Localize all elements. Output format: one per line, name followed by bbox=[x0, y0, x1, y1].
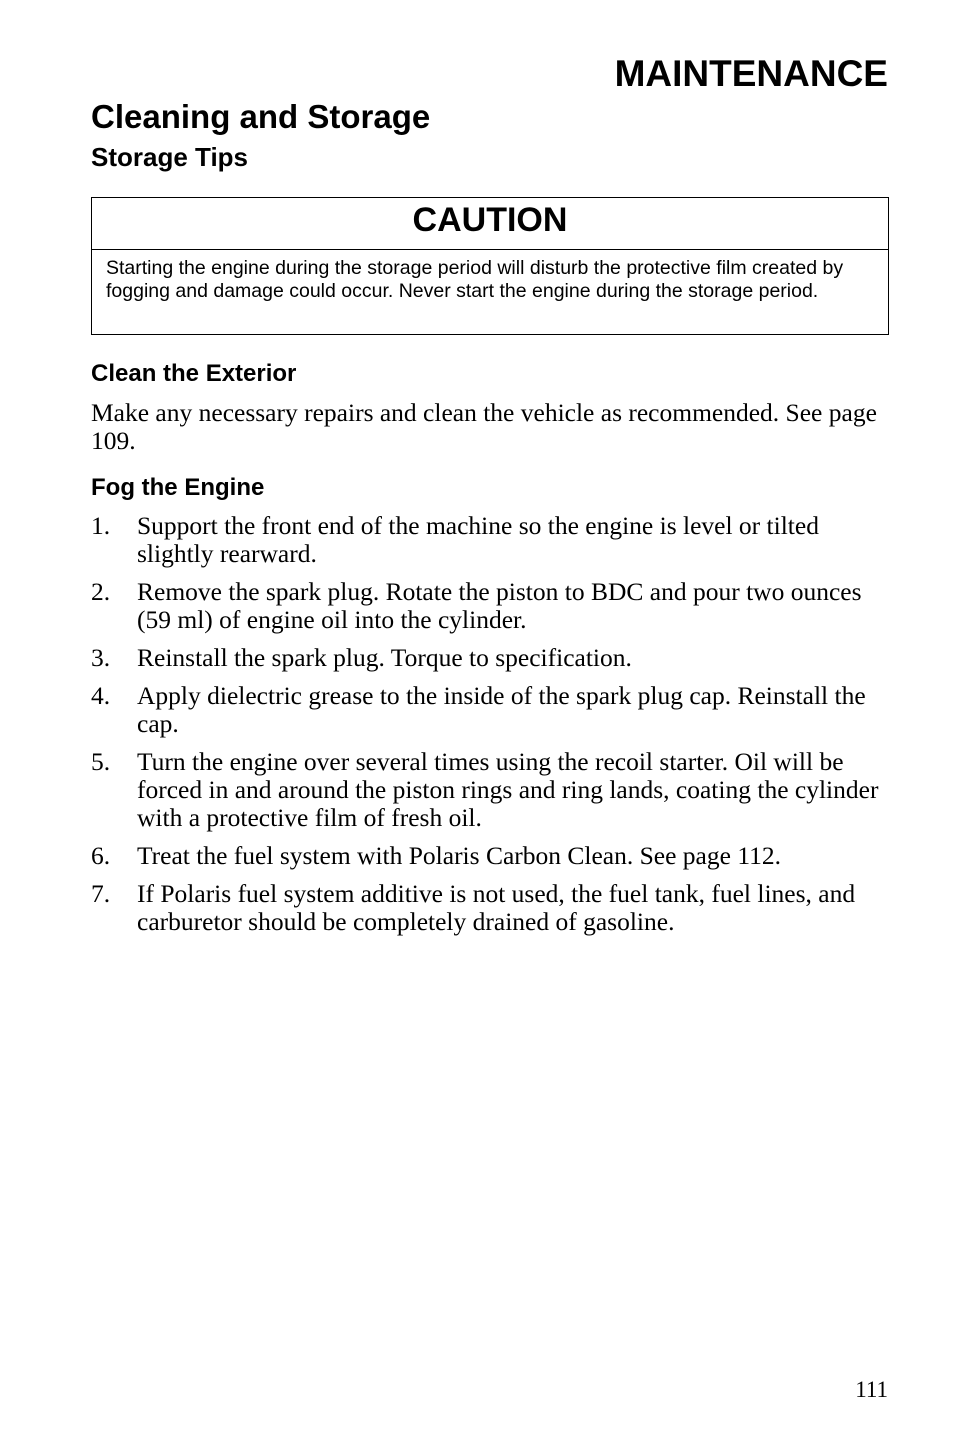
clean-exterior-text: Make any necessary repairs and clean the vehicle as recommended. See page 109. bbox=[91, 398, 877, 455]
step-text: Turn the engine over several times using the recoil starter. Oil will be forced in and around the piston rings and ring lands, coating the cylinder with a protective film of fresh oil. bbox=[137, 747, 879, 832]
page-number: 111 bbox=[855, 1377, 888, 1402]
step-text: Apply dielectric grease to the inside of the spark plug cap. Reinstall the cap. bbox=[137, 681, 866, 738]
step-number: 2. bbox=[91, 577, 111, 606]
step-text: Treat the fuel system with Polaris Carbon Clean. See page 112. bbox=[137, 841, 781, 870]
step-number: 4. bbox=[91, 681, 111, 710]
caution-title: CAUTION bbox=[92, 198, 888, 250]
caution-box bbox=[91, 197, 889, 335]
step-number: 6. bbox=[91, 841, 111, 870]
step-item bbox=[91, 682, 891, 738]
step-item bbox=[91, 578, 891, 634]
section-title: Cleaning and Storage bbox=[91, 98, 431, 135]
step-number: 7. bbox=[91, 879, 111, 908]
step-number: 1. bbox=[91, 511, 111, 540]
step-text: If Polaris fuel system additive is not used, the fuel tank, fuel lines, and carburetor should be completely drained of gasoline. bbox=[137, 879, 856, 936]
subsection-title: Storage Tips bbox=[91, 142, 249, 172]
step-item bbox=[91, 512, 891, 568]
chapter-title: MAINTENANCE bbox=[614, 53, 888, 94]
step-text: Reinstall the spark plug. Torque to specification. bbox=[137, 643, 632, 672]
step-item bbox=[91, 880, 891, 936]
fog-engine-steps bbox=[91, 512, 891, 946]
step-text: Remove the spark plug. Rotate the piston to BDC and pour two ounces (59 ml) of engine oil into the cylinder. bbox=[137, 577, 862, 634]
caution-text: Starting the engine during the storage period will disturb the protective film created by fogging and damage could occur. Never start the engine during the storage period. bbox=[106, 257, 844, 302]
step-number: 3. bbox=[91, 643, 111, 672]
step-number: 5. bbox=[91, 747, 111, 776]
step-item bbox=[91, 644, 891, 672]
step-item bbox=[91, 748, 891, 832]
fog-engine-heading: Fog the Engine bbox=[91, 474, 265, 501]
step-text: Support the front end of the machine so the engine is level or tilted slightly rearward. bbox=[137, 511, 819, 568]
clean-exterior-heading: Clean the Exterior bbox=[91, 360, 297, 387]
step-item bbox=[91, 842, 891, 870]
